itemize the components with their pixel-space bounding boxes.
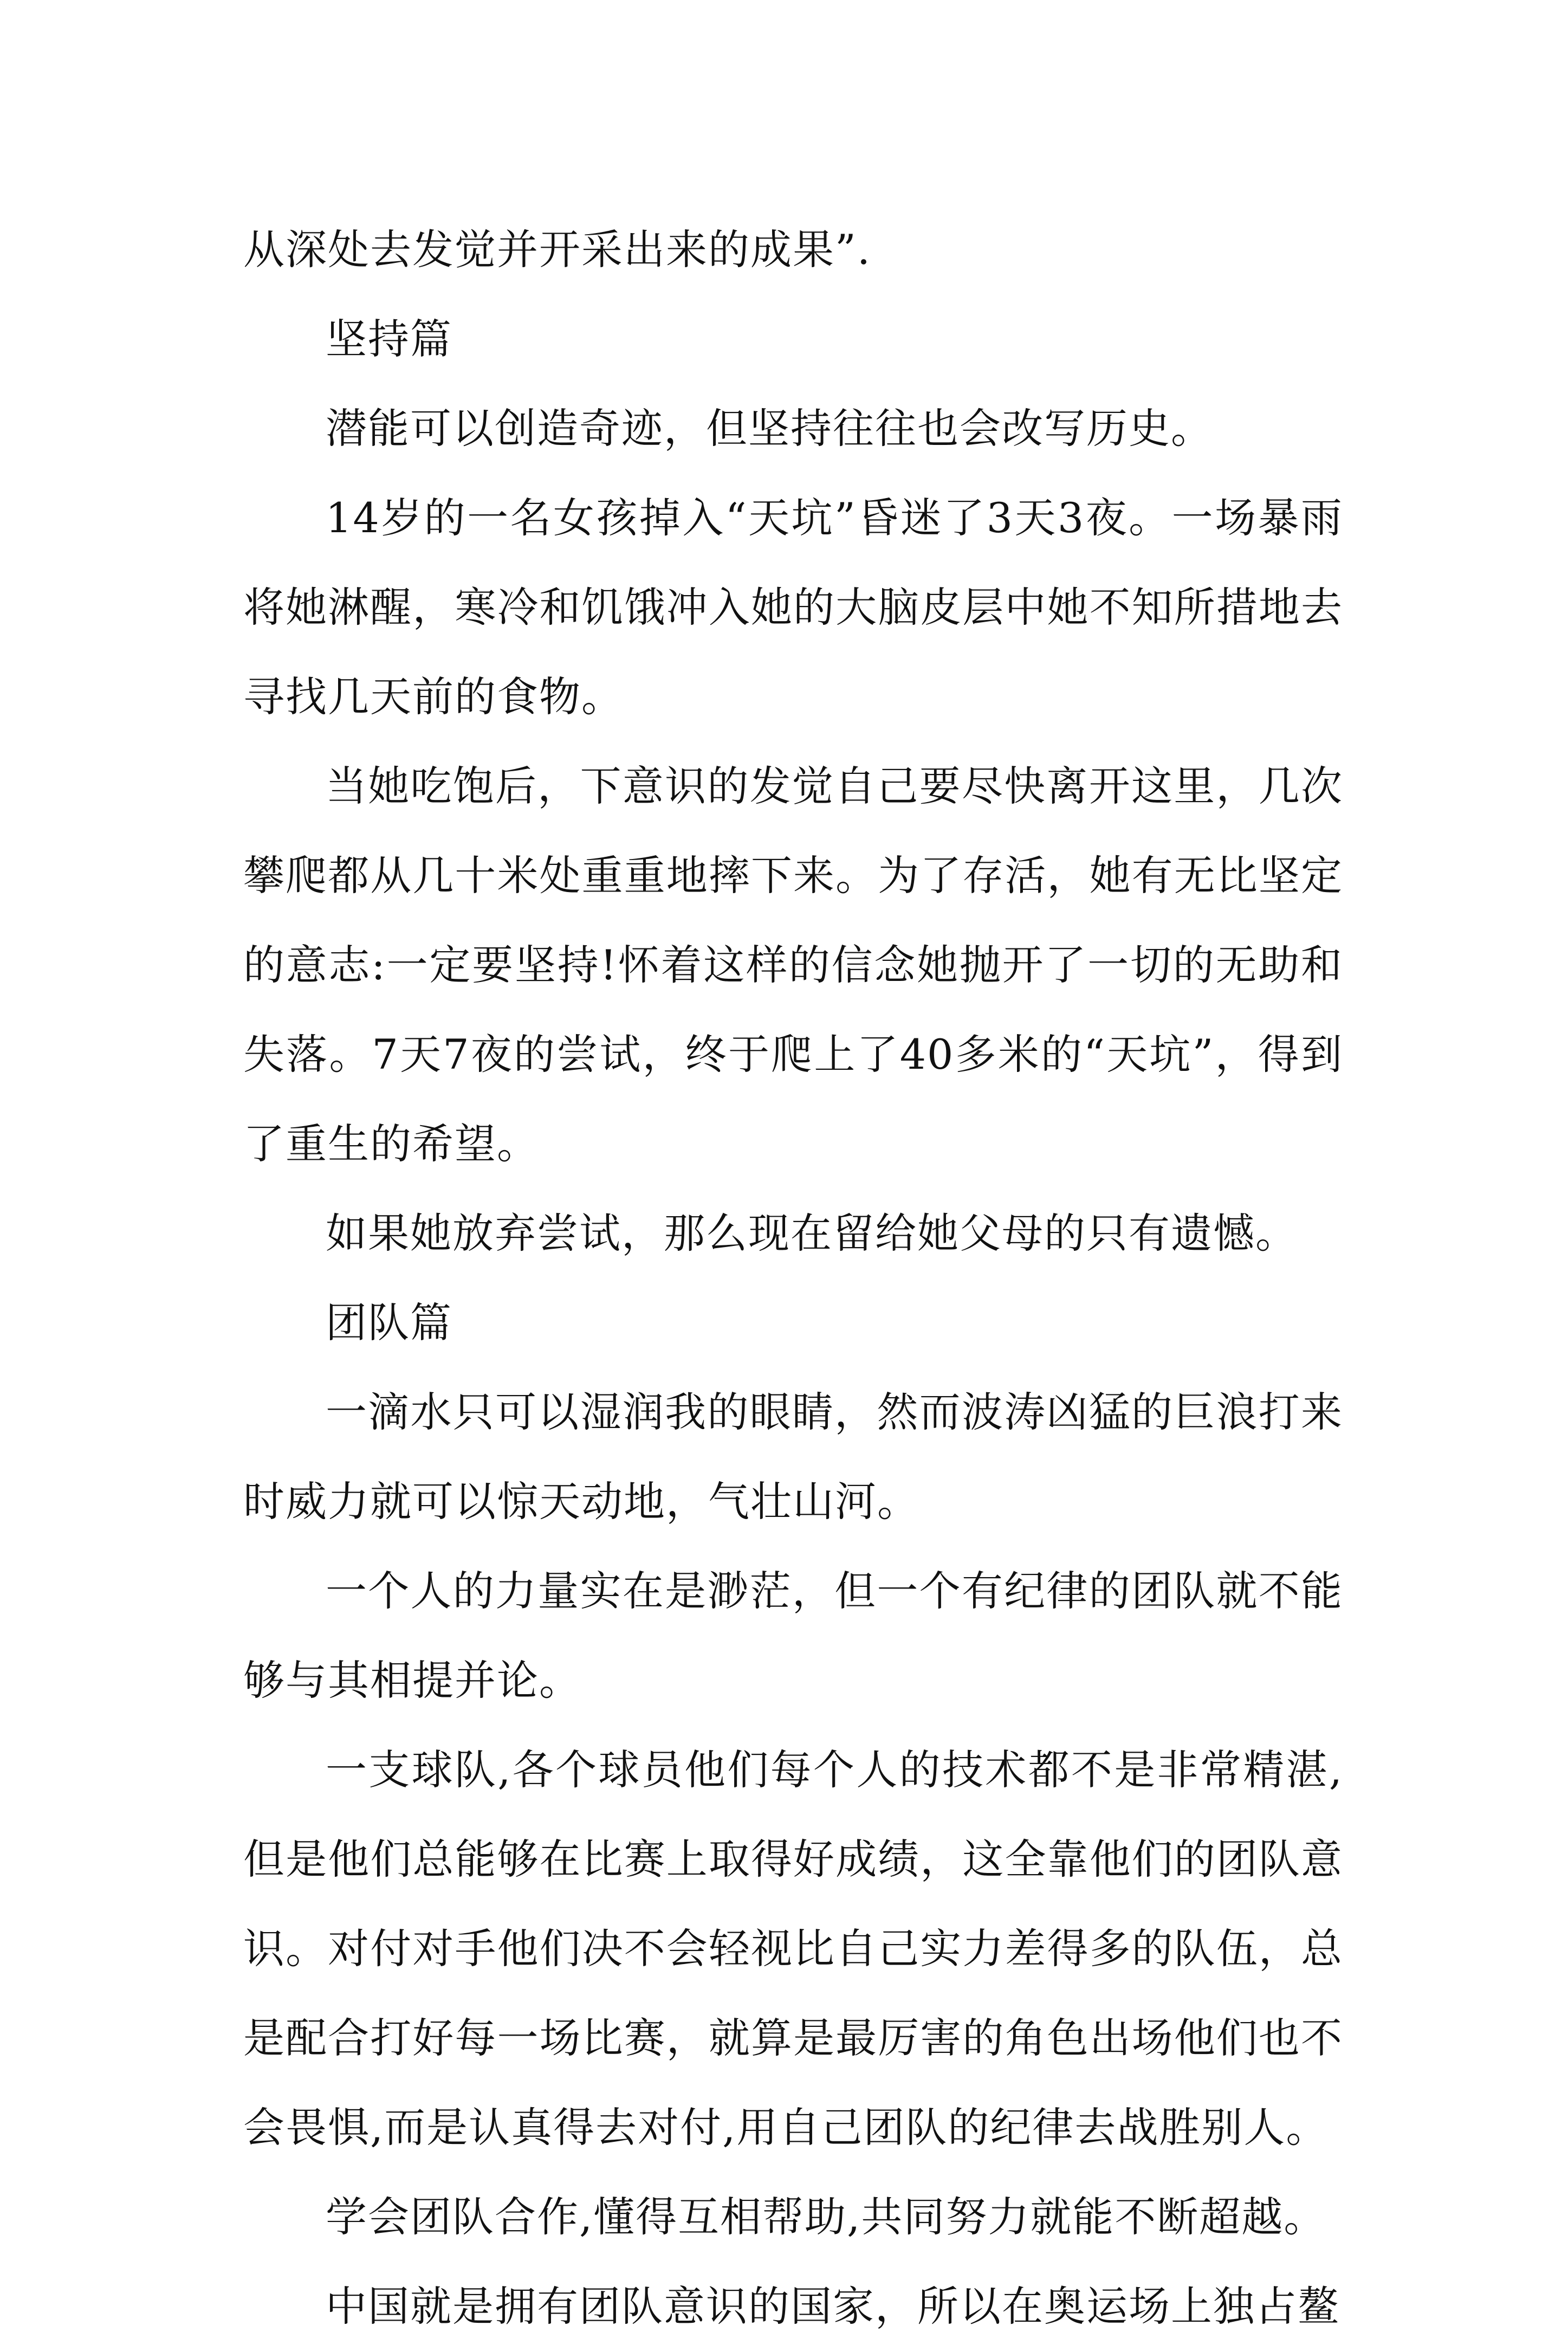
section-heading-perseverance: 坚持篇 [326,315,452,363]
paragraph: 当她吃饱后，下意识的发觉自己要尽快离开这里，几次攀爬都从几十米处重重地摔下来。为了存活，她有无比坚定的意志:一定要坚持!怀着这样的信念她抛开了一切的无助和失落。7天7夜的尝试，终于爬上了40多米的“天坑”，得到了重生的希望。 [243,762,1343,1168]
paragraph-continuation: 从深处去发觉并开采出来的成果”. [243,225,872,274]
paragraph: 14岁的一名女孩掉入“天坑”昏迷了3天3夜。一场暴雨将她淋醒，寒冷和饥饿冲入她的大脑皮层中她不知所措地去寻找几天前的食物。 [243,494,1343,721]
paragraph: 学会团队合作,懂得互相帮助,共同努力就能不断超越。 [326,2193,1326,2241]
paragraph: 一个人的力量实在是渺茫，但一个有纪律的团队就不能够与其相提并论。 [243,1567,1343,1704]
paragraph: 一滴水只可以湿润我的眼睛，然而波涛凶猛的巨浪打来时威力就可以惊天动地，气壮山河。 [243,1388,1343,1526]
paragraph: 潜能可以创造奇迹，但坚持往往也会改写历史。 [326,404,1213,453]
document-body [243,205,1343,2351]
paragraph: 中国就是拥有团队意识的国家，所以在奥运场上独占鳌 [326,2282,1340,2330]
section-heading-team: 团队篇 [326,1299,452,1347]
paragraph: 如果她放弃尝试，那么现在留给她父母的只有遗憾。 [326,1209,1298,1257]
paragraph: 一支球队,各个球员他们每个人的技术都不是非常精湛,但是他们总能够在比赛上取得好成绩，这全靠他们的团队意识。对付对手他们决不会轻视比自己实力差得多的队伍，总是配合打好每一场比赛，就算是最厉害的角色出场他们也不会畏惧,而是认真得去对付,用自己团队的纪律去战胜别人。 [243,1746,1343,2152]
